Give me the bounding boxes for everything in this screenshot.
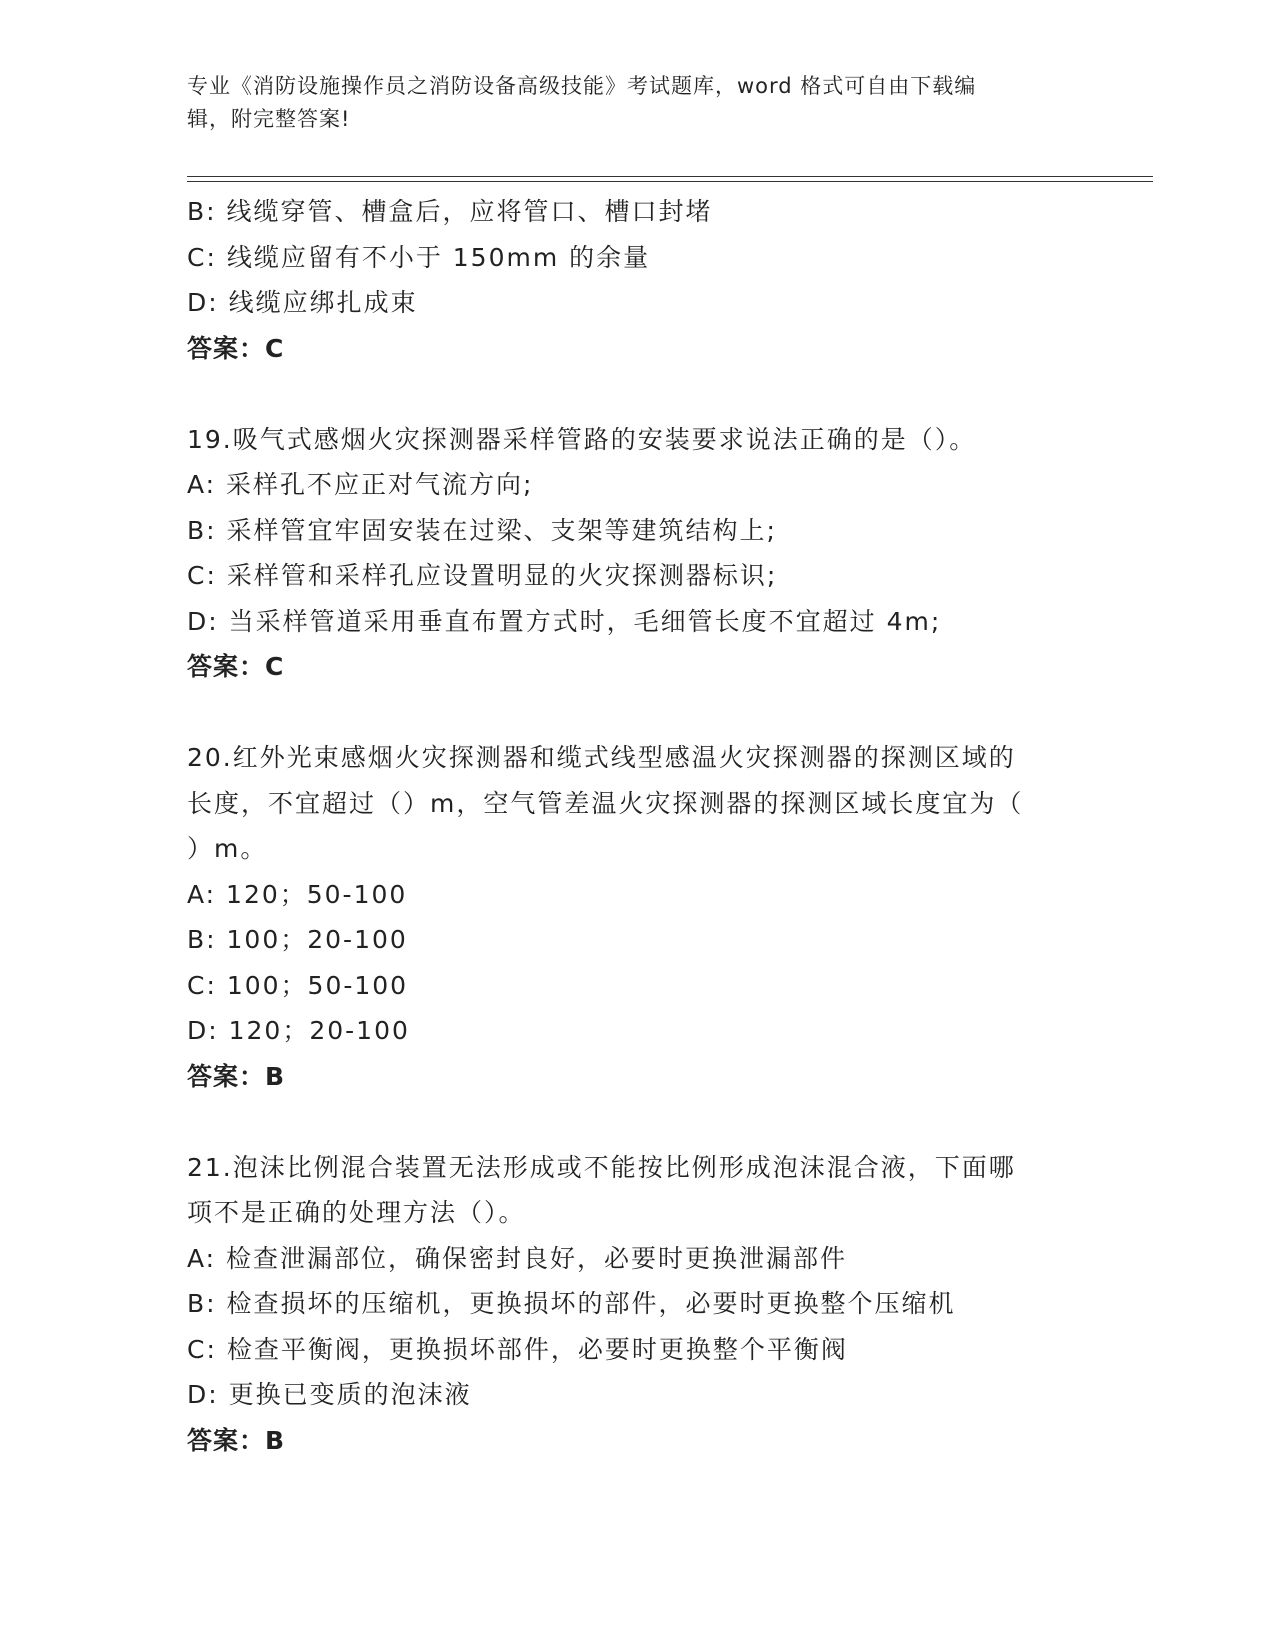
question-19 xyxy=(187,417,1087,690)
header-line-1: 专业《消防设施操作员之消防设备高级技能》考试题库，word 格式可自由下载编 xyxy=(187,74,977,98)
header-divider-bottom xyxy=(187,181,1153,182)
question-21 xyxy=(187,1145,1087,1464)
question-stem: 项不是正确的处理方法（）。 xyxy=(187,1198,526,1227)
option-b: B: 检查损坏的压缩机，更换损坏的部件，必要时更换整个压缩机 xyxy=(187,1289,956,1318)
question-stem: ）m。 xyxy=(187,834,268,863)
document-body xyxy=(187,189,1087,1463)
question-stem: 20.红外光束感烟火灾探测器和缆式线型感温火灾探测器的探测区域的 xyxy=(187,743,1016,772)
option-d: D: 更换已变质的泡沫液 xyxy=(187,1380,472,1409)
answer-line: 答案：C xyxy=(187,333,285,363)
option-c: C: 100；50-100 xyxy=(187,970,409,1000)
option-b: B: 线缆穿管、槽盒后，应将管口、槽口封堵 xyxy=(187,197,713,226)
option-d: D: 线缆应绑扎成束 xyxy=(187,288,418,317)
question-20 xyxy=(187,735,1087,1099)
header-divider-top xyxy=(187,176,1153,177)
question-stem: 21.泡沫比例混合装置无法形成或不能按比例形成泡沫混合液，下面哪 xyxy=(187,1152,1016,1182)
option-d: D: 当采样管道采用垂直布置方式时，毛细管长度不宜超过 4m; xyxy=(187,606,942,636)
question-18-continued xyxy=(187,189,1087,371)
option-a: A: 120；50-100 xyxy=(187,879,408,909)
spacer xyxy=(187,690,1087,736)
question-stem: 19.吸气式感烟火灾探测器采样管路的安装要求说法正确的是（）。 xyxy=(187,424,977,454)
option-a: A: 采样孔不应正对气流方向; xyxy=(187,470,534,499)
answer-line: 答案：B xyxy=(187,1425,286,1455)
answer-line: 答案：B xyxy=(187,1061,286,1091)
option-d: D: 120；20-100 xyxy=(187,1016,410,1045)
option-c: C: 采样管和采样孔应设置明显的火灾探测器标识; xyxy=(187,561,778,590)
option-b: B: 采样管宜牢固安装在过梁、支架等建筑结构上; xyxy=(187,515,777,545)
option-b: B: 100；20-100 xyxy=(187,925,408,954)
option-c: C: 检查平衡阀，更换损坏部件，必要时更换整个平衡阀 xyxy=(187,1334,848,1364)
option-c: C: 线缆应留有不小于 150mm 的余量 xyxy=(187,242,651,272)
page-header xyxy=(187,70,1067,136)
spacer xyxy=(187,1099,1087,1145)
answer-line: 答案：C xyxy=(187,652,285,681)
question-stem: 长度，不宜超过（）m，空气管差温火灾探测器的探测区域长度宜为（ xyxy=(187,788,1024,818)
spacer xyxy=(187,371,1087,417)
option-a: A: 检查泄漏部位，确保密封良好，必要时更换泄漏部件 xyxy=(187,1243,848,1273)
header-line-2: 辑，附完整答案! xyxy=(187,107,351,131)
